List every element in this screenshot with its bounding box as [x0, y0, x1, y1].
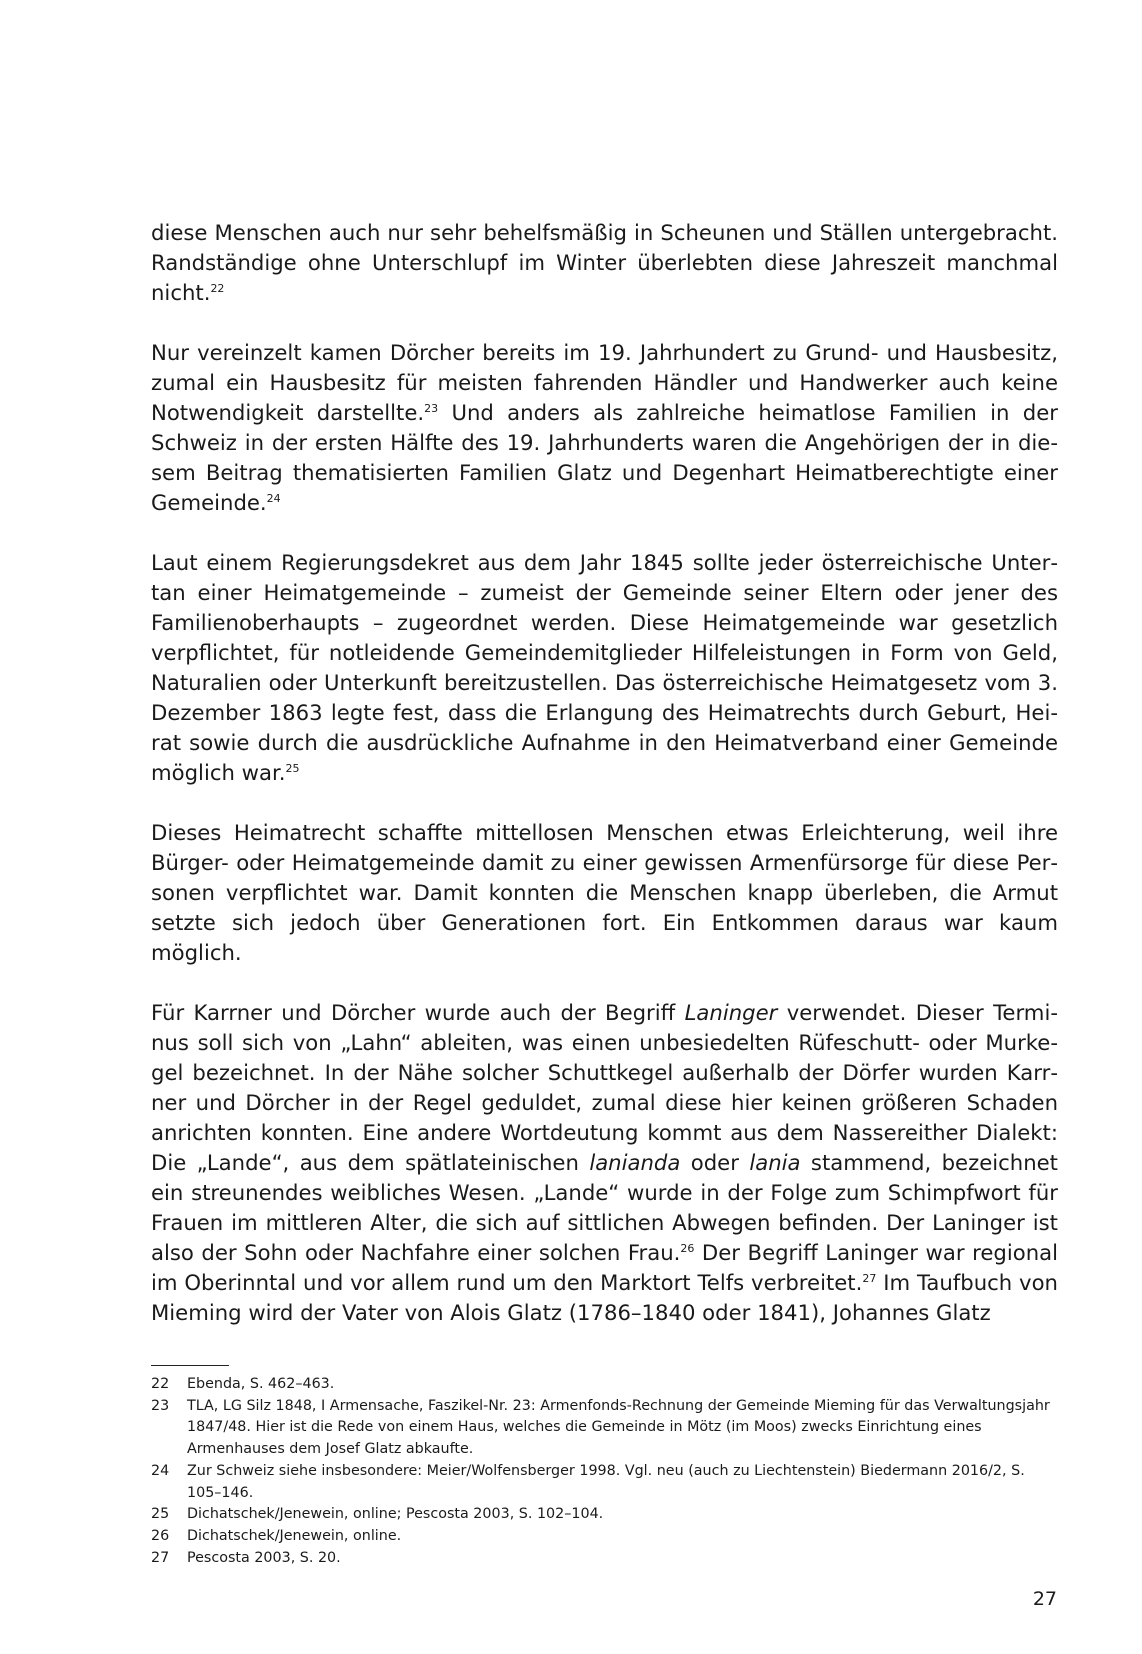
- footnote-ref: 25: [285, 761, 300, 775]
- paragraph: [151, 548, 1058, 788]
- footnote: [151, 1504, 1058, 1526]
- text-run: Laut einem Regierungsdekret aus dem Jahr 1845 sollte jeder österreichische Untertan einer Heimatgemeinde – zumeist der Gemeinde seiner Eltern oder jener des Familienoberhaupts – zugeordnet werden. Diese Heimatgemeinde war gesetzlich verpflichtet, für notleidende Gemeindemitglieder Hilfeleistungen in Form von Geld, Naturalien oder Unterkunft bereitzustellen. Das österreichische Heimatgesetz vom 3. Dezember 1863 legte fest, dass die Erlangung des Heimatrechts durch Geburt, Heirat sowie durch die ausdrückliche Aufnahme in den Heimatverband einer Gemeinde möglich war.: [151, 550, 1058, 785]
- footnote-ref: 24: [266, 491, 281, 505]
- footnote-text: Pescosta 2003, S. 20.: [187, 1549, 341, 1566]
- footnote-number: 25: [151, 1506, 170, 1523]
- footnote-number: 24: [151, 1462, 170, 1479]
- paragraph: [151, 818, 1058, 968]
- footnote-text: Dichatschek/Jenewein, online.: [187, 1527, 402, 1544]
- footnotes: [151, 1374, 1058, 1569]
- footnote-number: 27: [151, 1549, 170, 1566]
- text-run: Der Begriff Laninger war regional im Oberinntal und vor allem rund um den Marktort Telfs verbreitet.: [151, 1240, 1059, 1295]
- footnote-separator: [151, 1365, 229, 1366]
- text-run: stammend, bezeichnet ein streunendes weibliches Wesen. „Lande“ wurde in der Folge zum Schimpfwort für Frauen im mittleren Alter, die sich auf sittlichen Abwegen befinden. Der Laninger ist also der Sohn oder Nachfahre einer solchen Frau.: [151, 1150, 1058, 1265]
- italic-term: Laninger: [684, 1000, 778, 1025]
- footnote-number: 22: [151, 1376, 170, 1392]
- footnote-ref: 26: [680, 1241, 695, 1255]
- footnote: [151, 1461, 1058, 1504]
- text-run: Dieses Heimatrecht schaffte mittellosen Menschen etwas Erleichterung, weil ihre Bürger- oder Heimatgemeinde damit zu einer gewissen Armenfürsorge für diese Personen verpflichtet war. Damit konnten die Menschen knapp überleben, die Armut setzte sich jedoch über Generationen fort. Ein Entkommen daraus war kaum möglich.: [151, 820, 1058, 965]
- text-run: Im Taufbuch von Mieming wird der Vater von Alois Glatz (1786–1840 oder 1841), Johannes Glatz: [151, 1270, 1058, 1325]
- footnote-number: 23: [151, 1397, 170, 1414]
- italic-term: lanianda: [589, 1150, 681, 1175]
- text-run: Nur vereinzelt kamen Dörcher bereits im 19. Jahrhundert zu Grund- und Hausbesitz, zumal ein Hausbesitz für meisten fahrenden Händler und Handwerker auch keine Notwendigkeit darstellte.: [151, 340, 1058, 425]
- text-run: verwendet. Dieser Terminus soll sich von „Lahn“ ableiten, was einen unbesiedelten Rüfeschutt- oder Murkegel bezeichnet. In der Nähe solcher Schuttkegel außerhalb der Dörfer wurden Karrner und Dörcher in der Regel geduldet, zumal diese hier keinen größeren Schaden anrichten konnten. Eine andere Wortdeutung kommt aus dem Nassereither Dialekt: Die „Lande“, aus dem spätlateinischen: [151, 1000, 1058, 1175]
- text-run: oder: [680, 1150, 750, 1175]
- text-run: diese Menschen auch nur sehr behelfsmäßig in Scheunen und Ställen untergebracht. Randständige ohne Unterschlupf im Winter überlebten diese Jahreszeit manchmal nicht.: [151, 220, 1058, 305]
- footnote-ref: 22: [210, 281, 225, 295]
- paragraph: [151, 998, 1058, 1328]
- footnote: [151, 1548, 1058, 1570]
- paragraph: [151, 338, 1058, 518]
- paragraph: [151, 218, 1058, 308]
- footnote: [151, 1396, 1058, 1461]
- footnote-ref: 23: [424, 401, 439, 415]
- italic-term: lania: [749, 1150, 801, 1175]
- text-run: Und anders als zahlreiche heimatlose Familien in der Schweiz in der ersten Hälfte des 19. Jahrhunderts waren die Angehörigen der in diesem Beitrag thematisierten Familien Glatz und Degenhart Heimatberechtigte einer Gemeinde.: [151, 400, 1058, 515]
- footnote-ref: 27: [862, 1271, 877, 1285]
- footnote-text: Zur Schweiz siehe insbesondere: Meier/Wolfensberger 1998. Vgl. neu (auch zu Liechtenstein) Biedermann 2016/2, S. 105–146.: [187, 1462, 1025, 1501]
- footnote: [151, 1374, 1058, 1396]
- footnote-text: Dichatschek/Jenewein, online; Pescosta 2003, S. 102–104.: [187, 1506, 604, 1523]
- footnote-text: TLA, LG Silz 1848, I Armensache, Faszikel-Nr. 23: Armenfonds-Rechnung der Gemeinde Mieming für das Verwaltungsjahr 1847/48. Hier ist die Rede von einem Haus, welches die Gemeinde in Mötz (im Moos) zwecks Einrichtung eines Armenhauses dem Josef Glatz abkaufte.: [187, 1397, 1050, 1458]
- footnote: [151, 1526, 1058, 1548]
- text-run: Für Karrner und Dörcher wurde auch der Begriff: [151, 1000, 685, 1025]
- page-number: 27: [1032, 1588, 1057, 1610]
- body-text: [151, 218, 1058, 1328]
- footnote-number: 26: [151, 1527, 170, 1544]
- footnote-text: Ebenda, S. 462–463.: [187, 1376, 335, 1392]
